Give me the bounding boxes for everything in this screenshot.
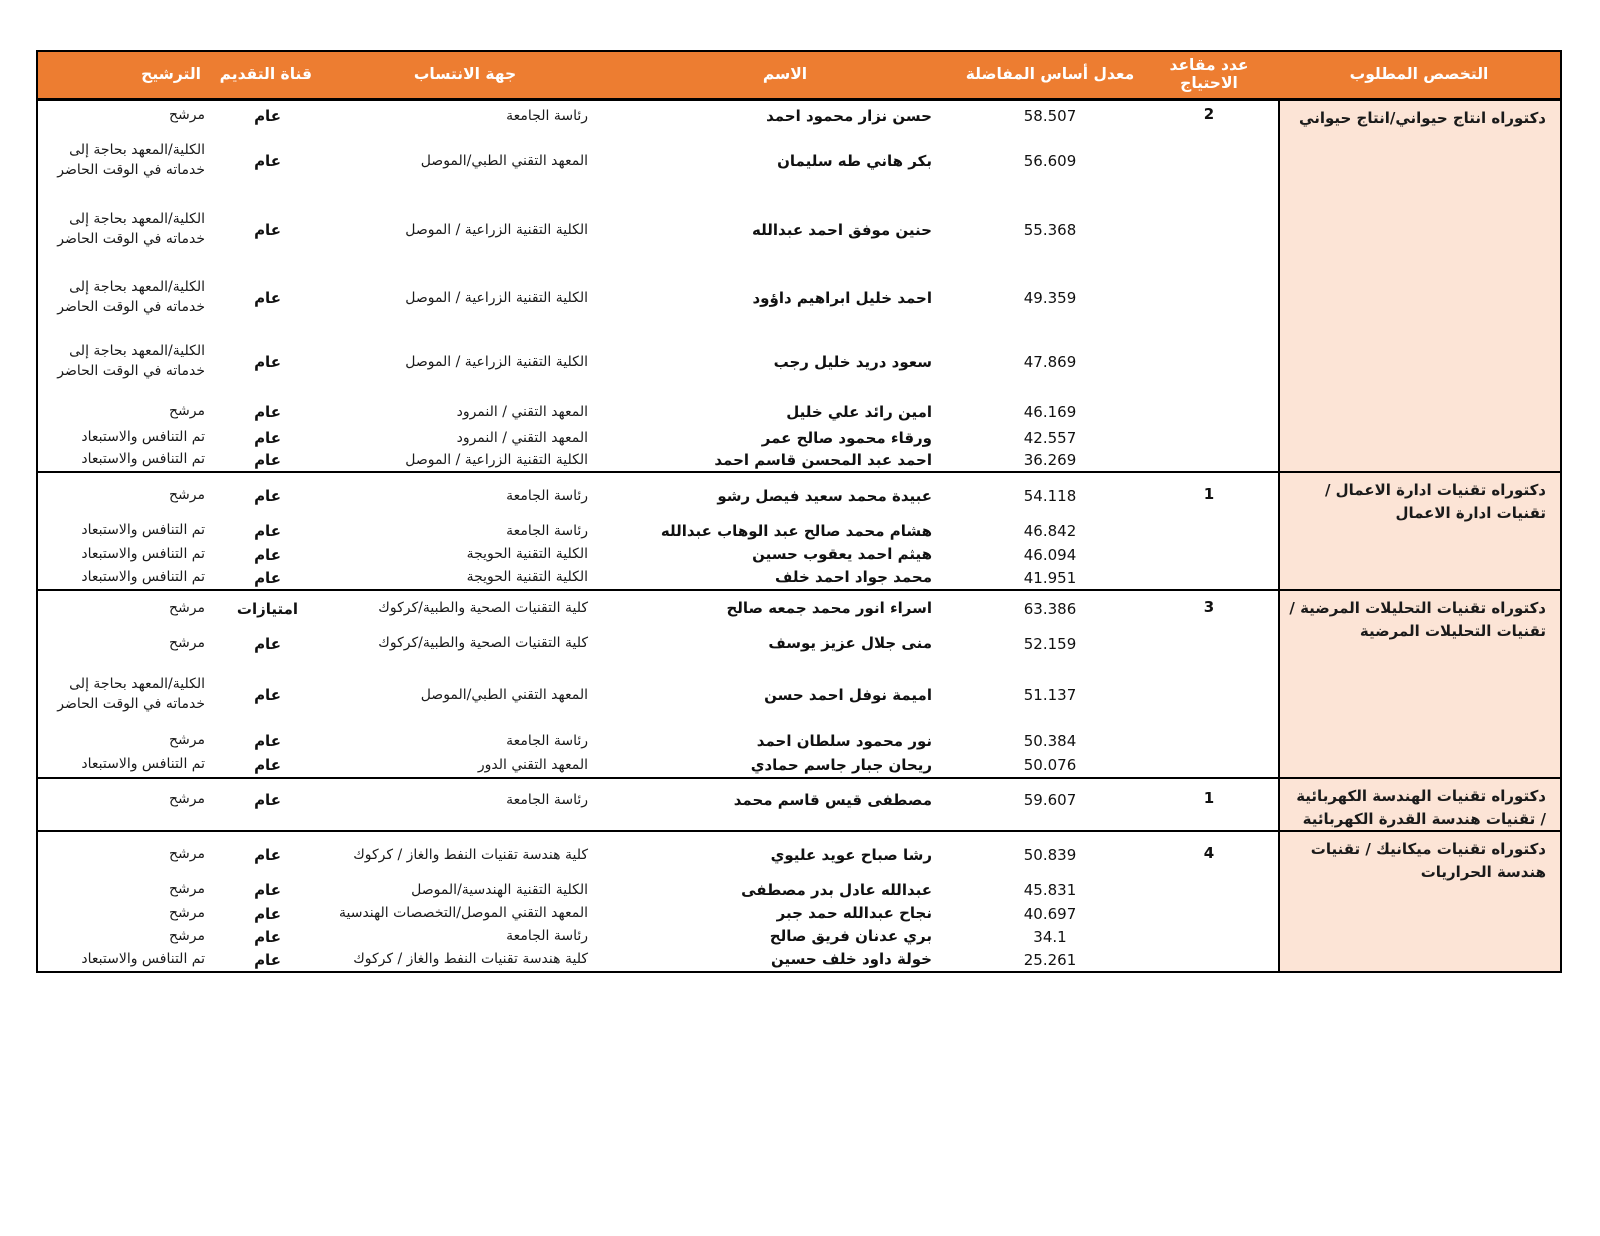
applicant-name-cell: رشا صباح عويد عليوي <box>770 845 932 864</box>
merit-average-cell: 47.869 <box>1023 353 1077 371</box>
applicant-name-cell: اميمة نوفل احمد حسن <box>764 685 932 704</box>
required-specialization-cell: دكتوراه تقنيات ميكانيك / تقنيات هندسة الحراريات <box>1278 832 1560 971</box>
specialization-group <box>38 101 1560 471</box>
applicant-name-cell: حسن نزار محمود احمد <box>766 106 932 125</box>
application-channel-cell: عام <box>254 152 281 170</box>
application-channel-cell: عام <box>254 522 281 540</box>
nomination-status-cell: الكلية/المعهد بحاجة إلى خدماته في الوقت الحاضر <box>57 343 205 379</box>
merit-average-cell: 46.094 <box>1023 545 1077 564</box>
nomination-status-cell: تم التنافس والاستبعاد <box>81 950 205 967</box>
header-affiliation: جهة الانتساب <box>413 65 517 84</box>
affiliation-cell: المعهد التقني الدور <box>477 756 588 773</box>
applicant-name-cell: احمد عبد المحسن قاسم احمد <box>714 450 932 469</box>
nomination-status-cell: مرشح <box>169 904 205 921</box>
nomination-status-cell: مرشح <box>169 927 205 944</box>
merit-average-cell: 50.076 <box>1023 756 1077 774</box>
applicant-name-cell: عبدالله عادل بدر مصطفى <box>741 880 932 899</box>
merit-average-cell: 36.269 <box>1023 451 1077 469</box>
applicant-row <box>38 427 1140 449</box>
merit-average-cell: 46.169 <box>1023 403 1077 421</box>
applicant-row <box>38 948 1140 971</box>
applicant-row <box>38 878 1140 902</box>
nomination-status-cell: تم التنافس والاستبعاد <box>81 429 205 446</box>
merit-average-cell: 40.697 <box>1023 904 1077 923</box>
table-body <box>38 101 1560 971</box>
affiliation-cell: رئاسة الجامعة <box>506 522 588 539</box>
applicant-row <box>38 779 1140 821</box>
applicant-row <box>38 753 1140 777</box>
merit-average-cell: 46.842 <box>1023 522 1077 540</box>
applicant-row <box>38 397 1140 427</box>
nomination-status-cell: الكلية/المعهد بحاجة إلى خدماته في الوقت الحاضر <box>57 279 205 315</box>
seats-needed-cell: 3 <box>1203 597 1215 616</box>
nomination-status-cell: تم التنافس والاستبعاد <box>81 451 205 468</box>
seats-needed-cell: 1 <box>1203 485 1215 503</box>
affiliation-cell: المعهد التقني الموصل/التخصصات الهندسية <box>339 905 588 922</box>
applicant-row <box>38 191 1140 269</box>
merit-average-cell: 54.118 <box>1023 487 1077 505</box>
seats-needed-cell: 1 <box>1203 789 1215 807</box>
table-header-row <box>38 52 1560 101</box>
application-channel-cell: عام <box>254 686 281 704</box>
affiliation-cell: رئاسة الجامعة <box>506 487 588 504</box>
applicant-name-cell: منى جلال عزيز يوسف <box>768 634 932 653</box>
nomination-status-cell: مرشح <box>169 599 205 616</box>
merit-average-cell: 50.839 <box>1023 846 1077 864</box>
required-specialization-cell: دكتوراه انتاج حيواني/انتاج حيواني <box>1278 101 1560 471</box>
application-channel-cell: عام <box>254 950 281 969</box>
applicant-row <box>38 902 1140 925</box>
affiliation-cell: المعهد التقني / النمرود <box>456 429 588 446</box>
applicant-row <box>38 661 1140 729</box>
affiliation-cell: رئاسة الجامعة <box>506 107 588 124</box>
application-channel-cell: عام <box>254 451 281 469</box>
application-channel-cell: عام <box>254 904 281 923</box>
application-channel-cell: عام <box>254 107 281 125</box>
nomination-status-cell: الكلية/المعهد بحاجة إلى خدماته في الوقت الحاضر <box>57 211 205 247</box>
applicant-row <box>38 519 1140 543</box>
seats-needed-cell: 2 <box>1203 105 1215 123</box>
nomination-status-cell: الكلية/المعهد بحاجة إلى خدماته في الوقت الحاضر <box>57 676 205 712</box>
required-specialization-cell: دكتوراه تقنيات التحليلات المرضية / تقنيات التحليلات المرضية <box>1278 591 1560 777</box>
merit-average-cell: 45.831 <box>1023 881 1077 899</box>
application-channel-cell: عام <box>254 846 281 864</box>
nomination-status-cell: تم التنافس والاستبعاد <box>81 756 205 773</box>
affiliation-cell: الكلية التقنية الحويجة <box>466 546 588 563</box>
applicant-name-cell: محمد جواد احمد خلف <box>774 568 932 587</box>
header-nomination: الترشيح <box>141 65 201 84</box>
group-rows <box>38 101 1140 471</box>
applicant-name-cell: سعود دريد خليل رجب <box>773 352 932 371</box>
application-channel-cell: عام <box>254 487 281 505</box>
header-seats-needed: عدد مقاعد الاحتياج <box>1169 56 1249 92</box>
nomination-status-cell: تم التنافس والاستبعاد <box>81 522 205 539</box>
affiliation-cell: رئاسة الجامعة <box>506 928 588 945</box>
application-channel-cell: عام <box>254 756 281 774</box>
affiliation-cell: الكلية التقنية الزراعية / الموصل <box>405 353 588 370</box>
application-channel-cell: عام <box>254 289 281 307</box>
nomination-status-cell: مرشح <box>169 634 205 651</box>
application-channel-cell: عام <box>254 791 281 809</box>
group-rows <box>38 832 1140 971</box>
nomination-status-cell: مرشح <box>169 487 205 504</box>
applicant-name-cell: نور محمود سلطان احمد <box>756 731 932 750</box>
applicant-row <box>38 566 1140 589</box>
affiliation-cell: المعهد التقني / النمرود <box>456 403 588 420</box>
application-channel-cell: عام <box>254 634 281 653</box>
merit-average-cell: 25.261 <box>1023 950 1077 969</box>
applicant-name-cell: هشام محمد صالح عبد الوهاب عبدالله <box>660 521 932 540</box>
application-channel-cell: عام <box>254 568 281 587</box>
required-specialization-cell: دكتوراه تقنيات ادارة الاعمال / تقنيات ادارة الاعمال <box>1278 473 1560 589</box>
application-channel-cell: عام <box>254 353 281 371</box>
application-channel-cell: عام <box>254 732 281 750</box>
merit-average-cell: 49.359 <box>1023 289 1077 307</box>
specialization-group <box>38 471 1560 589</box>
applicant-name-cell: ورقاء محمود صالح عمر <box>761 428 932 447</box>
application-channel-cell: عام <box>254 429 281 447</box>
merit-average-cell: 42.557 <box>1023 429 1077 447</box>
affiliation-cell: رئاسة الجامعة <box>506 732 588 749</box>
seats-needed-cell: 4 <box>1203 844 1215 862</box>
affiliation-cell: كلية هندسة تقنيات النفط والغاز / كركوك <box>353 951 588 968</box>
application-channel-cell: عام <box>254 545 281 564</box>
applicant-row <box>38 101 1140 131</box>
header-merit-average: معدل أساس المفاضلة <box>965 65 1135 84</box>
merit-average-cell: 58.507 <box>1023 107 1077 125</box>
applicant-name-cell: اسراء انور محمد جمعه صالح <box>726 599 932 618</box>
applicant-name-cell: بري عدنان فريق صالح <box>769 927 932 946</box>
applicant-name-cell: نجاح عبدالله حمد جبر <box>776 904 932 923</box>
application-channel-cell: عام <box>254 403 281 421</box>
merit-average-cell: 51.137 <box>1023 686 1077 704</box>
affiliation-cell: الكلية التقنية الزراعية / الموصل <box>405 451 588 468</box>
header-name: الاسم <box>762 65 808 84</box>
header-application-channel: قناة التقديم <box>219 65 312 84</box>
group-rows <box>38 473 1140 589</box>
merit-average-cell: 34.1 <box>1033 927 1067 946</box>
applicant-row <box>38 729 1140 753</box>
merit-average-cell: 56.609 <box>1023 152 1077 170</box>
applicant-name-cell: بكر هاني طه سليمان <box>777 151 932 170</box>
applicant-row <box>38 543 1140 566</box>
applicant-row <box>38 269 1140 327</box>
specialization-group <box>38 777 1560 830</box>
merit-average-cell: 63.386 <box>1023 599 1077 618</box>
group-rows <box>38 591 1140 777</box>
nomination-status-cell: مرشح <box>169 791 205 808</box>
affiliation-cell: الكلية التقنية الحويجة <box>466 569 588 586</box>
nomination-status-cell: مرشح <box>169 107 205 124</box>
applicant-name-cell: خولة داود خلف حسين <box>771 950 932 969</box>
specialization-group <box>38 589 1560 777</box>
application-channel-cell: عام <box>254 881 281 899</box>
applicant-row <box>38 591 1140 626</box>
affiliation-cell: كلية التقنيات الصحية والطبية/كركوك <box>378 600 588 617</box>
group-rows <box>38 779 1140 830</box>
merit-average-cell: 52.159 <box>1023 634 1077 653</box>
applicant-name-cell: مصطفى قيس قاسم محمد <box>733 790 932 809</box>
merit-average-cell: 50.384 <box>1023 732 1077 750</box>
applicant-name-cell: ريحان جبار جاسم حمادي <box>750 755 932 774</box>
applicant-row <box>38 832 1140 878</box>
applicant-name-cell: حنين موفق احمد عبدالله <box>752 220 932 239</box>
nomination-status-cell: مرشح <box>169 732 205 749</box>
applicant-row <box>38 473 1140 519</box>
nomination-status-cell: مرشح <box>169 403 205 420</box>
affiliation-cell: كلية هندسة تقنيات النفط والغاز / كركوك <box>353 846 588 863</box>
applicant-name-cell: عبيدة محمد سعيد فيصل رشو <box>717 486 932 505</box>
nomination-status-cell: مرشح <box>169 846 205 863</box>
specialization-group <box>38 830 1560 971</box>
application-channel-cell: امتيازات <box>236 599 299 618</box>
applicant-row <box>38 925 1140 948</box>
affiliation-cell: الكلية التقنية الزراعية / الموصل <box>405 221 588 238</box>
affiliation-cell: المعهد التقني الطبي/الموصل <box>420 686 588 703</box>
affiliation-cell: الكلية التقنية الهندسية/الموصل <box>411 881 588 898</box>
merit-average-cell: 41.951 <box>1023 568 1077 587</box>
merit-average-cell: 55.368 <box>1023 221 1077 239</box>
application-channel-cell: عام <box>254 221 281 239</box>
nomination-status-cell: تم التنافس والاستبعاد <box>81 568 205 585</box>
nomination-status-cell: الكلية/المعهد بحاجة إلى خدماته في الوقت الحاضر <box>57 142 205 178</box>
affiliation-cell: كلية التقنيات الصحية والطبية/كركوك <box>378 635 588 652</box>
affiliation-cell: المعهد التقني الطبي/الموصل <box>420 152 588 169</box>
nomination-status-cell: تم التنافس والاستبعاد <box>81 545 205 562</box>
header-required-specialization: التخصص المطلوب <box>1349 65 1489 84</box>
applicant-name-cell: امين رائد علي خليل <box>786 402 932 421</box>
application-channel-cell: عام <box>254 927 281 946</box>
applicant-name-cell: احمد خليل ابراهيم داؤود <box>752 288 932 307</box>
affiliation-cell: الكلية التقنية الزراعية / الموصل <box>405 289 588 306</box>
required-specialization-cell: دكتوراه تقنيات الهندسة الكهربائية / تقنيات هندسة القدرة الكهربائية <box>1278 779 1560 830</box>
applicant-row <box>38 449 1140 471</box>
applicant-row <box>38 131 1140 191</box>
nomination-status-cell: مرشح <box>169 881 205 898</box>
merit-average-cell: 59.607 <box>1023 791 1077 809</box>
applicant-name-cell: هيثم احمد يعقوب حسين <box>752 545 932 564</box>
applicant-row <box>38 327 1140 397</box>
applicants-table <box>36 50 1562 973</box>
applicant-row <box>38 626 1140 661</box>
affiliation-cell: رئاسة الجامعة <box>506 791 588 808</box>
